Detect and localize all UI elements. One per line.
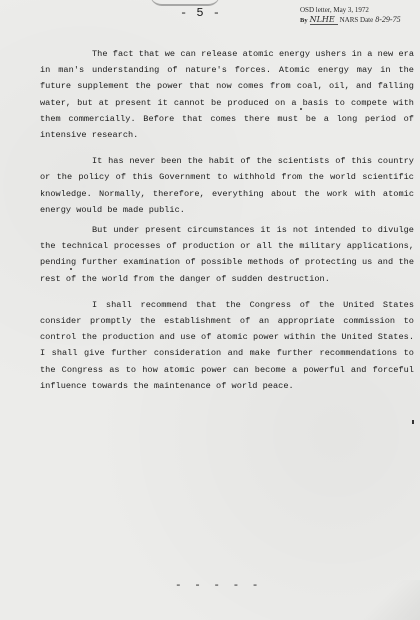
paragraph: I shall recommend that the Congress of the United States consider promptly the establishment of an appropriate commission to control the production and use of atomic power within the United States. I shall give further consideration and make further recommendations to the Congress as to how atomic power can become a powerful and forceful influence towards the maintenance of world peace. bbox=[40, 299, 414, 391]
paragraph: The fact that we can release atomic energy ushers in a new era in man's understanding of nature's forces. Atomic energy may in the future supplement the power that now comes from coal, oil, and falling water, but at present it cannot be produced on a basis to compete with them commercially. Before that comes there must be a long period of intensive research. bbox=[40, 49, 414, 141]
declass-date: 8-29-75 bbox=[375, 15, 401, 24]
stray-mark bbox=[300, 108, 302, 110]
declass-by-label: By bbox=[300, 17, 308, 24]
paragraph: But under present circumstances it is not intended to divulge the technical processes of production or all the military applications, pending further examination of possible methods of protecting us and the rest of the world from the danger of sudden destruction. bbox=[40, 225, 414, 284]
end-of-text-marks: - - - - - bbox=[175, 580, 262, 592]
document-body bbox=[40, 46, 414, 404]
declassification-stamp bbox=[300, 6, 416, 25]
declass-nars-label: NARS Date bbox=[339, 16, 374, 24]
page-number: - 5 - bbox=[180, 6, 222, 20]
declass-initials: NLHE bbox=[310, 15, 338, 25]
declass-by-line bbox=[300, 15, 416, 25]
page-corner-shadow bbox=[360, 580, 420, 620]
stray-mark bbox=[70, 268, 72, 270]
paragraph: It has never been the habit of the scientists of this country or the policy of this Government to withhold from the world scientific knowledge. Normally, therefore, everything about the work with atomic energy would be made public. bbox=[40, 156, 414, 215]
declass-authority: OSD letter, May 3, 1972 bbox=[300, 6, 369, 14]
edge-mark bbox=[412, 420, 414, 424]
